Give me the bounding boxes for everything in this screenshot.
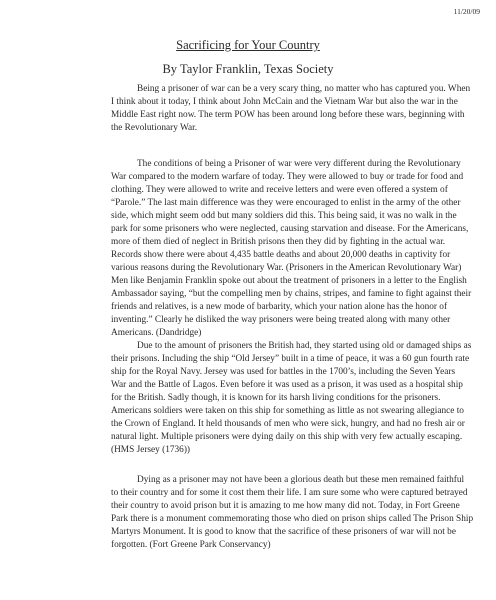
- paragraph-line: natural light. Multiple prisoners were dying daily on this ship with very few actually escaping.: [111, 432, 463, 442]
- paragraph-conclusion: [111, 474, 474, 552]
- paragraph-line: forgotten. (Fort Greene Park Conservancy): [111, 540, 271, 550]
- paragraph-line: more of them died of neglect in British prisons then they did by fighting in the actual war.: [111, 237, 446, 247]
- paragraph-line: the Crown of England. It held thousands of men who were sick, hungry, and had no fresh air or: [111, 419, 465, 429]
- paragraph-line: Middle East right now. The term POW has been around long before these wars, beginning with: [111, 110, 465, 120]
- paragraph-line: to their country and for some it cost them their life. I am sure some who were captured betrayed: [111, 488, 468, 498]
- paragraph-line: the Revolutionary War.: [111, 123, 198, 133]
- paragraph-line: Men like Benjamin Franklin spoke out about the treatment of prisoners in a letter to the English: [111, 276, 467, 286]
- paragraph-intro: [111, 83, 471, 135]
- paragraph-line: their prisons. Including the ship “Old Jersey” built in a time of peace, it was a 60 gun fourth rate: [111, 354, 470, 364]
- paragraph-line: Americans. (Dandridge): [111, 328, 202, 338]
- paragraph-conditions: [111, 158, 472, 457]
- paragraph-line: their country to avoid prison but it is amazing to me how many did not. Today, in Fort Greene: [111, 501, 460, 511]
- paragraph-line: Being a prisoner of war can be a very scary thing, no matter who has captured you. When: [137, 84, 471, 94]
- paragraph-line: side, which might seem odd but many soldiers did this. This being said, it was no walk in the: [111, 211, 457, 221]
- essay-title: Sacrificing for Your Country: [176, 38, 320, 52]
- paragraph-line: I think about it today, I think about John McCain and the Vietnam War but also the war in the: [111, 97, 458, 107]
- paragraph-line: (HMS Jersey (1736)): [111, 445, 191, 455]
- paragraph-line: Due to the amount of prisoners the British had, they started using old or damaged ships as: [137, 341, 472, 351]
- paragraph-line: clothing. They were allowed to write and receive letters and were even offered a system of: [111, 185, 448, 195]
- paragraph-line: War compared to the modern warfare of today. They were allowed to buy or trade for food and: [111, 172, 464, 182]
- paragraph-line: War and the Battle of Lagos. Even before it was used as a prison, it was used as a hospital ship: [111, 380, 463, 390]
- paragraph-line: inventing.” Clearly he disliked the way prisoners were being treated along with many other: [111, 315, 451, 325]
- paragraph-line: for the British. Sadly though, it is known for its harsh living conditions for the prisoners.: [111, 393, 441, 403]
- essay-byline: By Taylor Franklin, Texas Society: [162, 62, 334, 76]
- paragraph-line: The conditions of being a Prisoner of war were very different during the Revolutionary: [137, 159, 461, 169]
- document-date: 11/20/09: [453, 7, 480, 16]
- paragraph-line: Americans soldiers were taken on this ship for something as little as not swearing allegiance to: [111, 406, 464, 416]
- paragraph-line: park for some prisoners who were neglected, causing starvation and disease. For the Americans,: [111, 224, 469, 234]
- paragraph-line: Records show there were about 4,435 battle deaths and about 20,000 deaths in captivity for: [111, 250, 451, 260]
- paragraph-line: “Parole.” The last main difference was they were encouraged to enlist in the army of the other: [111, 198, 461, 208]
- paragraph-line: Martyrs Monument. It is good to know that the sacrifice of these prisoners of war will not be: [111, 527, 456, 537]
- paragraph-line: Dying as a prisoner may not have been a glorious death but these men remained faithful: [137, 475, 465, 485]
- paragraph-line: friends and relatives, is a new mode of barbarity, which your nation alone has the honor of: [111, 302, 448, 312]
- paragraph-line: ship for the Royal Navy. Jersey was used for battles in the 1700’s, including the Seven Years: [111, 367, 456, 377]
- paragraph-line: Ambassador saying, “but the compelling men by chains, stripes, and famine to fight against their: [111, 289, 472, 299]
- paragraph-line: Park there is a monument commemorating those who died on prison ships called The Prison Ship: [111, 514, 474, 524]
- paragraph-line: various reasons during the Revolutionary War. (Prisoners in the American Revolutionary War): [111, 263, 462, 273]
